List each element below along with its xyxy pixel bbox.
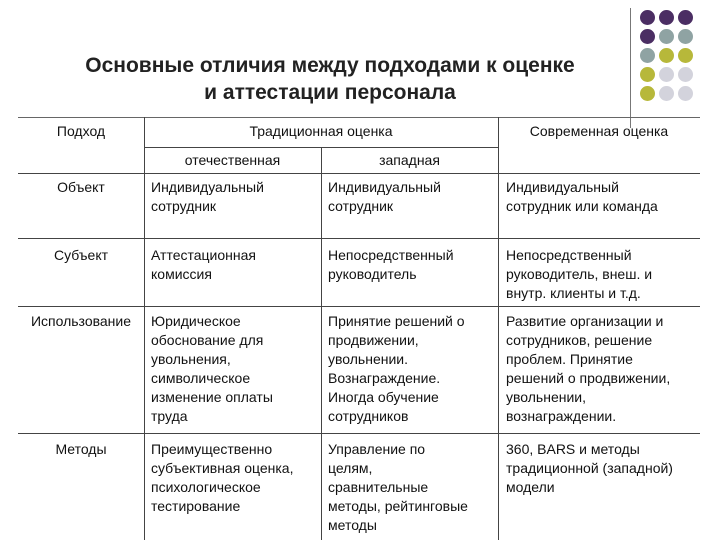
page-title [40, 52, 620, 106]
decorative-dot [678, 48, 693, 63]
decorative-dot [640, 86, 655, 101]
cell-usage-domestic: Юридическое обоснование для увольнения, символическое изменение оплаты труда [151, 313, 273, 424]
header-western: западная [379, 152, 440, 168]
header-domestic: отечественная [184, 152, 281, 168]
cell-methods-domestic: Преимущественно субъективная оценка, психологическое тестирование [151, 441, 294, 514]
cell-usage-western: Принятие решений о продвижении, увольнении. Вознаграждение. Иногда обучение сотрудников [328, 313, 465, 424]
decorative-dot [640, 29, 655, 44]
table-divider-1 [144, 117, 145, 540]
cell-object-modern: Индивидуальный сотрудник или команда [506, 179, 658, 214]
cell-object-western: Индивидуальный сотрудник [328, 179, 441, 214]
cell-usage-modern: Развитие организации и сотрудников, решение проблем. Принятие решений о продвижении, увольнении, вознаграждении. [506, 313, 671, 424]
table-subheader-line [144, 147, 498, 148]
row-label-subject: Субъект [53, 247, 109, 263]
header-approach: Подход [56, 123, 106, 139]
decorative-dot [640, 67, 655, 82]
table-header-line [18, 173, 700, 174]
decorative-dot [659, 67, 674, 82]
header-traditional: Традиционная оценка [249, 123, 393, 139]
cell-methods-western: Управление по целям, сравнительные методы, рейтинговые методы [328, 441, 468, 533]
decorative-dot [659, 29, 674, 44]
cell-subject-domestic: Аттестационная комиссия [151, 247, 256, 282]
title-line-1: Основные отличия между подходами к оценке [85, 54, 575, 77]
row-label-methods: Методы [55, 441, 107, 457]
row-label-object: Объект [57, 179, 105, 195]
cell-object-domestic: Индивидуальный сотрудник [151, 179, 264, 214]
cell-methods-modern: 360, BARS и методы традиционной (западной) модели [506, 441, 673, 495]
decorative-dot [640, 48, 655, 63]
cell-subject-western: Непосредственный руководитель [328, 247, 454, 282]
decorative-dot [678, 10, 693, 25]
decorative-vertical-line [630, 8, 631, 128]
cell-subject-modern: Непосредственный руководитель, внеш. и внутр. клиенты и т.д. [506, 247, 653, 301]
title-line-2: и аттестации персонала [204, 81, 456, 104]
row-label-usage: Использование [30, 313, 132, 329]
table-divider-2 [321, 147, 322, 540]
table-divider-3 [498, 117, 499, 540]
decorative-dot [659, 10, 674, 25]
table-row-line-3 [18, 433, 700, 434]
table-row-line-2 [18, 306, 700, 307]
decorative-dot [678, 67, 693, 82]
header-modern: Современная оценка [529, 123, 669, 139]
table-row-line-1 [18, 238, 700, 239]
decorative-dot [659, 48, 674, 63]
decorative-dot [678, 86, 693, 101]
table-top-rule [18, 117, 700, 118]
decorative-dot [678, 29, 693, 44]
decorative-dot [640, 10, 655, 25]
decorative-dot [659, 86, 674, 101]
